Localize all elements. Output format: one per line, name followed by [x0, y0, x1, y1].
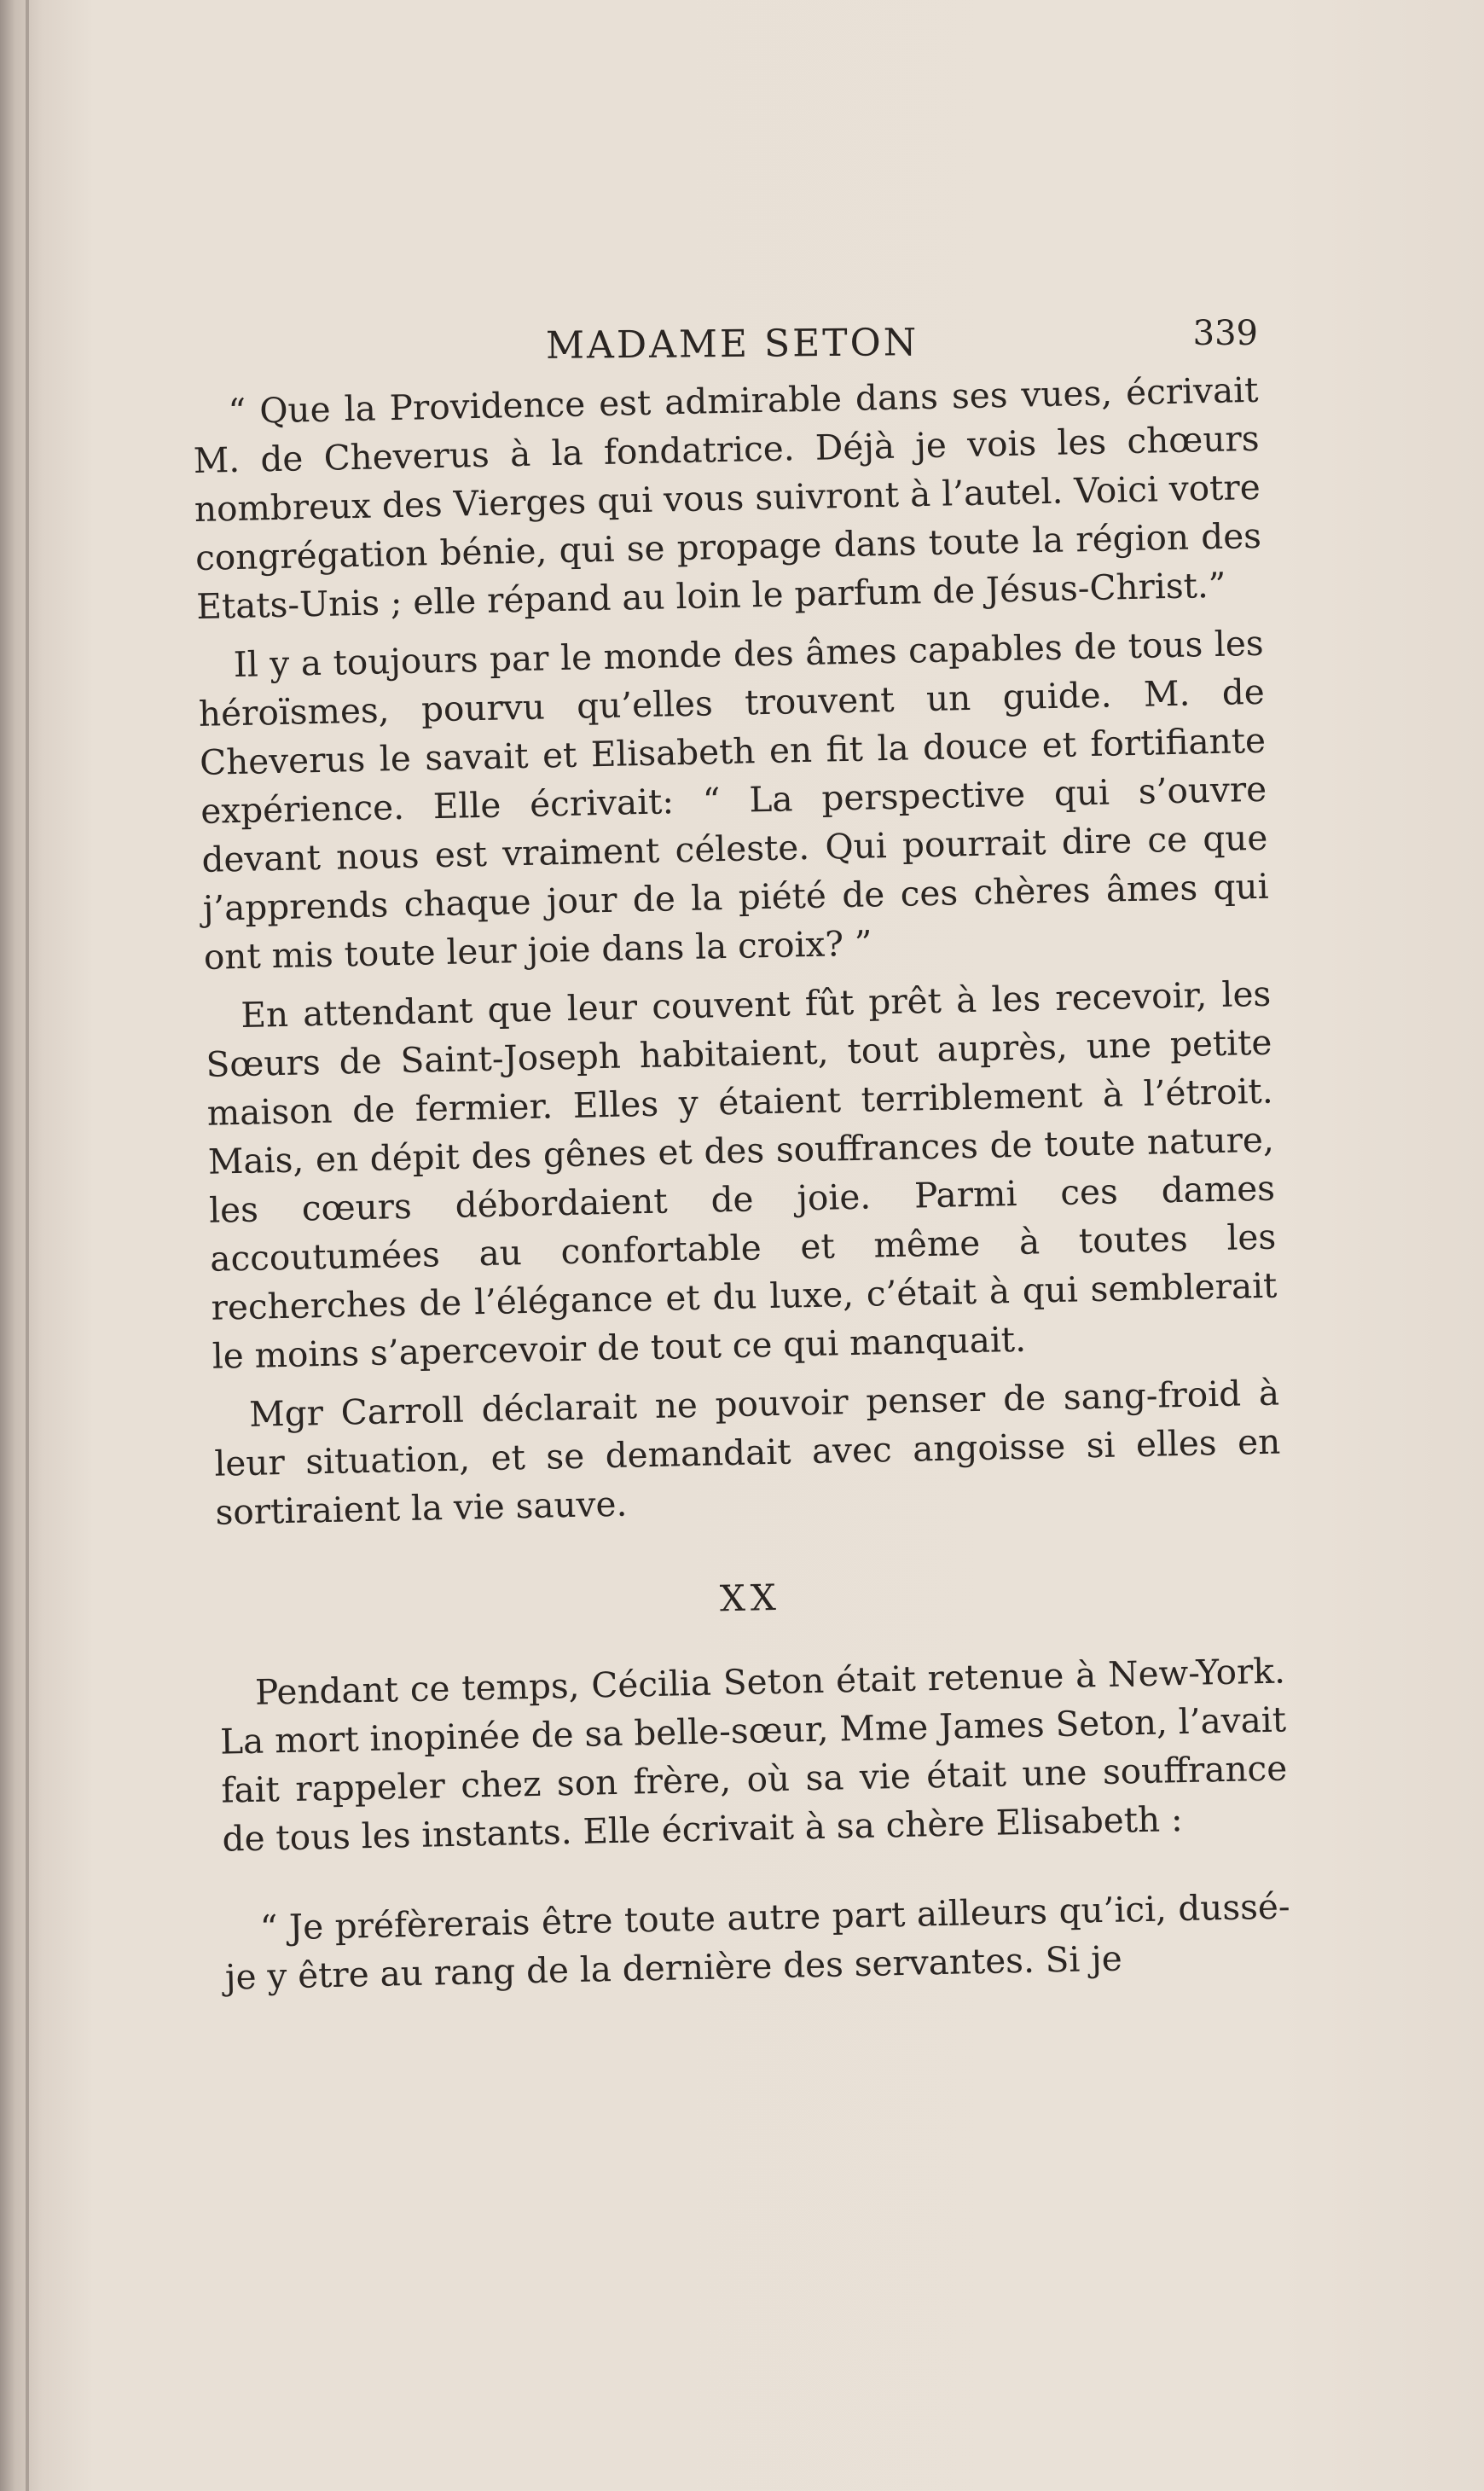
paragraph-heroismes: Il y a toujours par le monde des âmes capables de tous les héroïsmes, pourvu qu’elles trouvent un guide. M. de Cheverus le savait et Elisabeth en fit la douce et fortifiante expérience. Elle écrivait: “ La perspective qui s’ouvre devant nous est vraiment céleste. Qui pourrait dire ce que j’apprends chaque jour de la piété de ces chères âmes qui ont mis toute leur joie dans la croix? ”	[198, 622, 1270, 978]
page-number: 339	[1192, 314, 1258, 353]
section-heading: XX	[719, 1576, 782, 1620]
running-head-title: MADAME SETON	[545, 321, 919, 368]
paragraph-mgr-carroll: Mgr Carroll déclarait ne pouvoir penser de sang-froid à leur situation, et se demandait avec angoisse si elles en sortiraient la vie sauve.	[213, 1372, 1281, 1533]
paragraph-cecilia-letter: “ Je préfèrerais être toute autre part ailleurs qu’ici, dussé-je y être au rang de la dernière des servantes. Si je	[224, 1885, 1291, 1998]
running-head	[196, 314, 1258, 374]
paragraph-couvent: En attendant que leur couvent fût prêt à les recevoir, les Sœurs de Saint-Joseph habitaient, tout auprès, une petite maison de fermier. Elles y étaient terriblement à l’étroit. Mais, en dépit des gênes et des souffrances de toute nature, les cœurs débordaient de joie. Parmi ces dames accoutumées au confortable et même à toutes les recherches de l’élégance et du luxe, c’était à qui semblerait le moins s’apercevoir de tout ce qui manquait.	[206, 973, 1278, 1377]
body-text	[192, 366, 1292, 2012]
binding-gutter	[26, 0, 29, 2491]
paragraph-cecilia: Pendant ce temps, Cécilia Seton était retenue à New-York. La mort inopinée de sa belle-sœur, Mme James Seton, l’avait fait rappeler chez son frère, où sa vie était une souffrance de tous les instants. Elle écrivait à sa chère Elisabeth :	[219, 1650, 1288, 1860]
paragraph-cheverus-quote: “ Que la Providence est admirable dans ses vues, écrivait M. de Cheverus à la fondatrice. Déjà je vois les chœurs nombreux des Vierges qui vous suivront à l’autel. Voici votre congrégation bénie, qui se propage dans toute la région des Etats-Unis ; elle répand au loin le parfum de Jésus-Christ.”	[193, 369, 1262, 627]
